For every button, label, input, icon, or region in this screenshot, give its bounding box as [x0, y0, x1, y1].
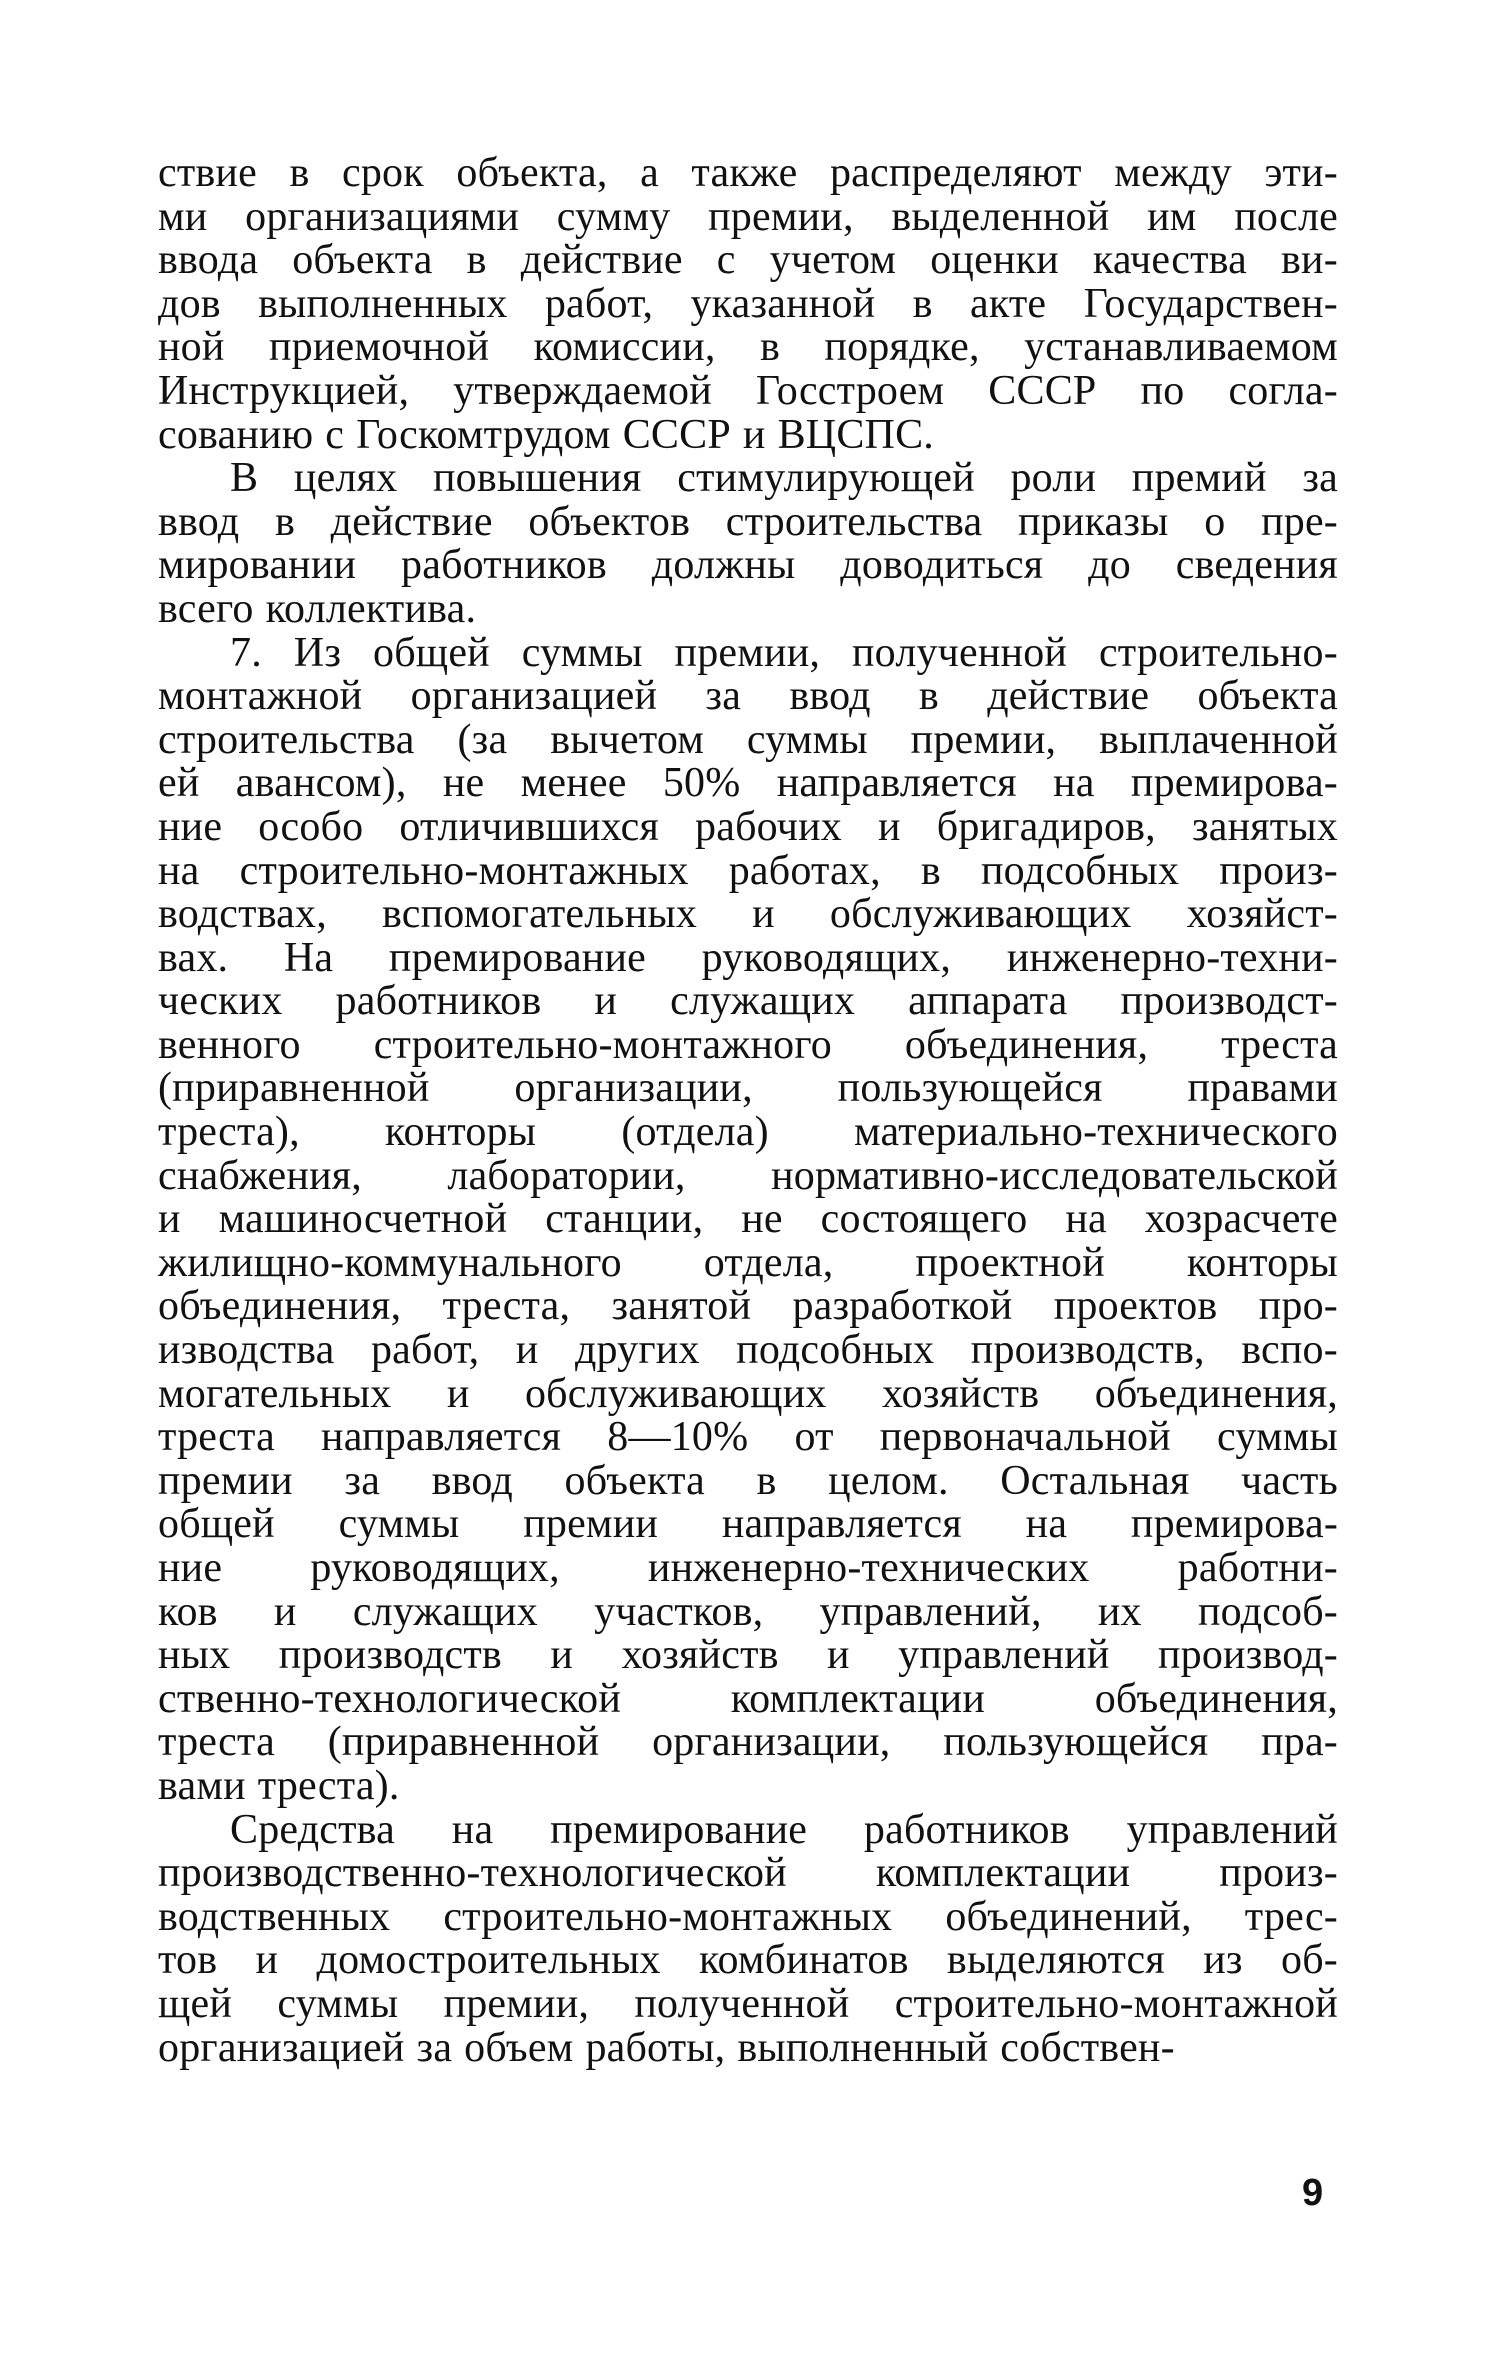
text-line: ей авансом), не менее 50% направляется на премирова-	[158, 760, 1338, 807]
text-line: вами треста).	[158, 1762, 400, 1809]
paragraph	[158, 457, 1338, 631]
text-line: ввод в действие объектов строительства приказы о пре-	[158, 498, 1338, 545]
text-line: строительства (за вычетом суммы премии, выплаченной	[158, 716, 1338, 763]
text-line: и машиносчетной станции, не состоящего на хозрасчете	[158, 1196, 1338, 1243]
paragraph	[158, 629, 1338, 1809]
text-line: ственно-технологической комплектации объединения,	[158, 1675, 1338, 1722]
text-line: премии за ввод объекта в целом. Остальная часть	[158, 1457, 1338, 1504]
text-line: организацией за объем работы, выполненный собствен-	[158, 2024, 1175, 2071]
text-line: на строительно-монтажных работах, в подсобных произ-	[158, 847, 1338, 894]
text-line: ввода объекта в действие с учетом оценки качества ви-	[158, 237, 1338, 284]
paragraph	[158, 1806, 1338, 2071]
text-line: щей суммы премии, полученной строительно-монтажной	[158, 1980, 1338, 2027]
text-line: венного строительно-монтажного объединения, треста	[158, 1021, 1338, 1068]
text-line: водственных строительно-монтажных объединений, трес-	[158, 1893, 1338, 1940]
text-line: 7. Из общей суммы премии, полученной строительно-	[230, 629, 1338, 676]
text-line: тов и домостроительных комбинатов выделяются из об-	[158, 1937, 1338, 1984]
text-line: изводства работ, и других подсобных производств, вспо-	[158, 1327, 1338, 1374]
page-number: 9	[1302, 2172, 1324, 2214]
text-line: водствах, вспомогательных и обслуживающих хозяйст-	[158, 891, 1338, 938]
page-body	[158, 152, 1338, 2070]
text-line: жилищно-коммунального отдела, проектной конторы	[158, 1239, 1338, 1286]
text-line: мировании работников должны доводиться до сведения	[158, 542, 1338, 589]
text-line: производственно-технологической комплектации произ-	[158, 1850, 1338, 1897]
text-line: ков и служащих участков, управлений, их подсоб-	[158, 1588, 1338, 1635]
paragraph	[158, 152, 1338, 457]
text-line: (приравненной организации, пользующейся правами	[158, 1065, 1338, 1112]
text-line: сованию с Госкомтрудом СССР и ВЦСПС.	[158, 411, 934, 458]
text-line: ние особо отличившихся рабочих и бригадиров, занятых	[158, 803, 1338, 850]
text-line: треста направляется 8—10% от первоначальной суммы	[158, 1414, 1338, 1461]
text-line: ческих работников и служащих аппарата производст-	[158, 978, 1338, 1025]
text-line: ние руководящих, инженерно-технических работни-	[158, 1545, 1338, 1591]
text-line: дов выполненных работ, указанной в акте Государствен-	[158, 280, 1338, 327]
text-line: всего коллектива.	[158, 585, 477, 632]
text-line: В целях повышения стимулирующей роли премий за	[230, 455, 1338, 502]
text-line: общей суммы премии направляется на премирова-	[158, 1501, 1338, 1548]
text-line: могательных и обслуживающих хозяйств объединения,	[158, 1370, 1338, 1417]
text-line: объединения, треста, занятой разработкой проектов про-	[158, 1283, 1338, 1330]
text-line: ных производств и хозяйств и управлений производ-	[158, 1632, 1338, 1679]
text-line: ствие в срок объекта, а также распределяют между эти-	[158, 150, 1338, 196]
text-line: вах. На премирование руководящих, инженерно-техни-	[158, 934, 1338, 981]
text-line: ми организациями сумму премии, выделенной им после	[158, 193, 1338, 240]
text-line: снабжения, лаборатории, нормативно-исследовательской	[158, 1152, 1338, 1199]
text-line: треста), конторы (отдела) материально-технического	[158, 1109, 1338, 1156]
text-line: треста (приравненной организации, пользующейся пра-	[158, 1719, 1338, 1766]
text-line: Средства на премирование работников управлений	[230, 1806, 1338, 1853]
text-line: Инструкцией, утверждаемой Госстроем СССР по согла-	[158, 367, 1338, 414]
text-line: ной приемочной комиссии, в порядке, устанавливаемом	[158, 324, 1338, 371]
text-line: монтажной организацией за ввод в действие объекта	[158, 673, 1338, 720]
